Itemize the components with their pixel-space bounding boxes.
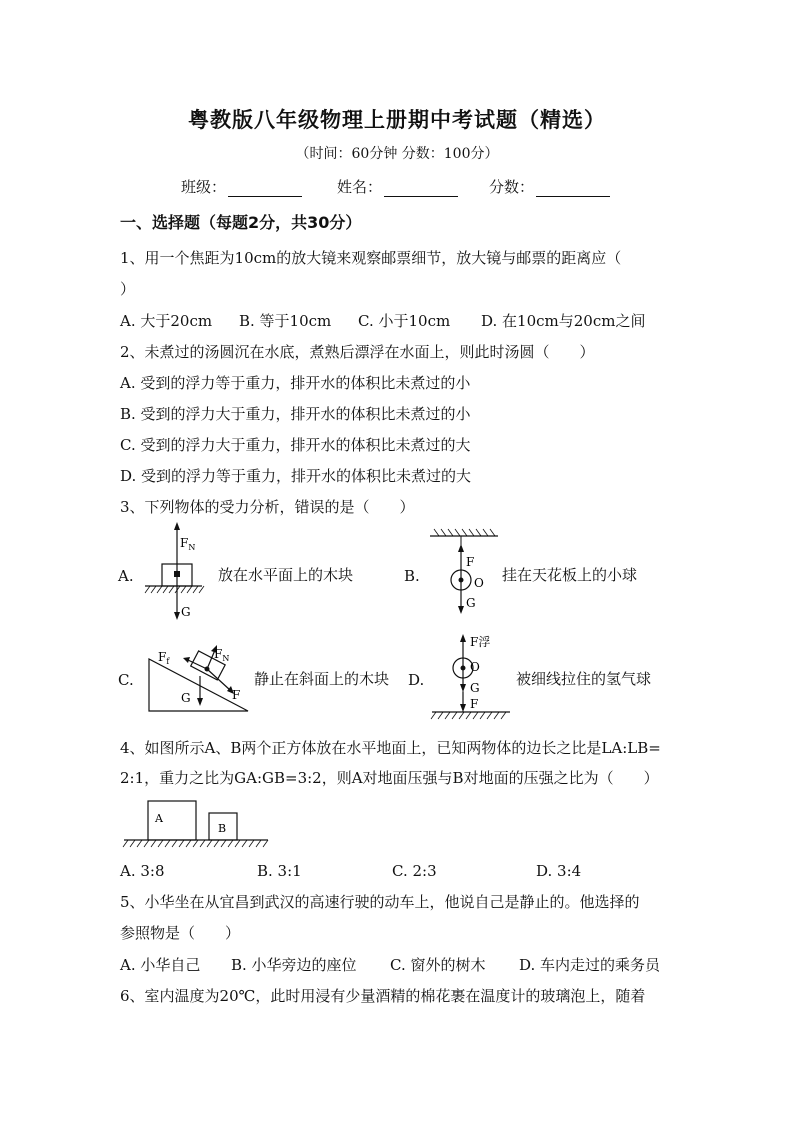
- figure-a-block: [140, 520, 220, 626]
- name-label: 姓名：: [337, 178, 383, 196]
- q5-stem-line2: 参照物是（ ）: [120, 924, 241, 942]
- g-label-d: G: [470, 681, 480, 695]
- q3-a-letter: A.: [118, 567, 134, 585]
- q5-option-b: B. 小华旁边的座位: [231, 956, 357, 974]
- q1-option-c: C. 小于10cm: [358, 312, 451, 330]
- q1-stem-line2: ）: [120, 280, 136, 298]
- q5-option-c: C. 窗外的树木: [390, 956, 486, 974]
- q1-option-a: A. 大于20cm: [120, 312, 213, 330]
- section-heading: 一、选择题（每题2分，共30分）: [120, 213, 362, 232]
- score-label: 分数：: [489, 178, 535, 196]
- exam-subtitle: （时间：60分钟 分数：100分）: [295, 146, 499, 162]
- q4-stem-line2: 2:1，重力之比为GA:GB=3:2，则A对地面压强与B对地面的压强之比为（ ）: [120, 769, 659, 787]
- q5-option-a: A. 小华自己: [120, 956, 201, 974]
- ff-label-c: $F_f$: [158, 650, 170, 666]
- q3-a-text: 放在水平面上的木块: [218, 566, 354, 584]
- g-label-a: G: [181, 605, 191, 619]
- f-label-d: F: [470, 697, 479, 711]
- g-label-b: G: [466, 596, 476, 610]
- cube-a-label: A: [155, 812, 163, 825]
- ffu-label-d: F浮: [470, 635, 491, 649]
- o-label-d: O: [470, 660, 480, 674]
- q6-stem-line1: 6、室内温度为20℃，此时用浸有少量酒精的棉花裹在温度计的玻璃泡上，随着: [120, 987, 646, 1005]
- q5-option-d: D. 车内走过的乘务员: [519, 956, 661, 974]
- f-label-c: F: [232, 688, 241, 702]
- q3-c-letter: C.: [118, 671, 134, 689]
- q4-option-d: D. 3:4: [536, 862, 582, 880]
- f-label-b: F: [466, 555, 475, 569]
- q2-stem: 2、未煮过的汤圆沉在水底，煮熟后漂浮在水面上，则此时汤圆（ ）: [120, 343, 595, 361]
- figure-c-incline: [144, 640, 254, 716]
- q2-option-a: A. 受到的浮力等于重力，排开水的体积比未煮过的小: [120, 374, 471, 392]
- class-label: 班级：: [181, 178, 227, 196]
- score-field: [489, 176, 610, 197]
- figure-d-balloon: [428, 632, 518, 724]
- class-blank[interactable]: [228, 181, 302, 197]
- figure-b-ball: [428, 528, 508, 618]
- name-blank[interactable]: [384, 181, 458, 197]
- fn-label-c: $F_N$: [214, 647, 230, 663]
- g-label-c: G: [181, 691, 191, 705]
- q3-b-text: 挂在天花板上的小球: [502, 566, 638, 584]
- q3-d-letter: D.: [408, 671, 425, 689]
- fn-label-a: $F_N$: [180, 536, 196, 552]
- q2-option-d: D. 受到的浮力等于重力，排开水的体积比未煮过的大: [120, 467, 472, 485]
- q1-option-b: B. 等于10cm: [239, 312, 332, 330]
- figure-q4-cubes: [122, 796, 272, 848]
- q4-option-c: C. 2:3: [392, 862, 437, 880]
- q3-stem: 3、下列物体的受力分析，错误的是（ ）: [120, 498, 415, 516]
- q4-option-b: B. 3:1: [257, 862, 302, 880]
- q4-option-a: A. 3:8: [120, 862, 165, 880]
- q1-option-d: D. 在10cm与20cm之间: [481, 312, 646, 330]
- q3-b-letter: B.: [404, 567, 420, 585]
- class-field: [181, 176, 302, 197]
- name-field: [337, 176, 458, 197]
- score-blank[interactable]: [536, 181, 610, 197]
- q2-option-b: B. 受到的浮力大于重力，排开水的体积比未煮过的小: [120, 405, 471, 423]
- page-title: 粤教版八年级物理上册期中考试题（精选）: [188, 108, 606, 132]
- q1-stem-line1: 1、用一个焦距为10cm的放大镜来观察邮票细节，放大镜与邮票的距离应（: [120, 249, 622, 267]
- q2-option-c: C. 受到的浮力大于重力，排开水的体积比未煮过的大: [120, 436, 471, 454]
- o-label-b: O: [474, 576, 484, 590]
- q3-c-text: 静止在斜面上的木块: [254, 670, 390, 688]
- cube-b-label: B: [218, 822, 227, 835]
- q3-d-text: 被细线拉住的氢气球: [516, 670, 652, 688]
- q5-stem-line1: 5、小华坐在从宜昌到武汉的高速行驶的动车上，他说自己是静止的。他选择的: [120, 893, 640, 911]
- q4-stem-line1: 4、如图所示A、B两个正方体放在水平地面上，已知两物体的边长之比是LA:LB=: [120, 739, 661, 757]
